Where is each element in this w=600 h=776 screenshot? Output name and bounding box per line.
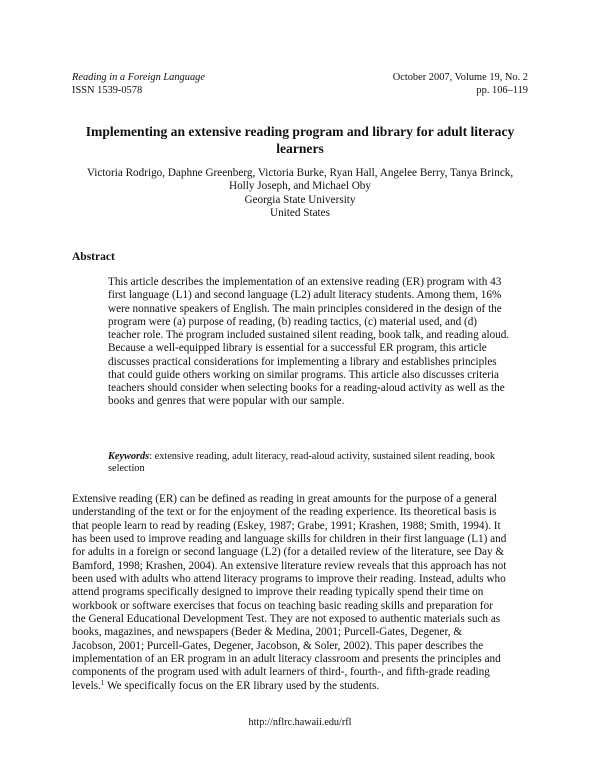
body-line: components of the program used with adult learners of third-, fourth-, and fifth-grade reading <box>72 666 490 679</box>
article-title <box>72 124 528 157</box>
authors-line: Victoria Rodrigo, Daphne Greenberg, Victoria Burke, Ryan Hall, Angelee Berry, Tanya Brinck, <box>86 167 514 179</box>
body-line: has been used to improve reading and language skills for children in their first language (L1) and <box>72 533 507 546</box>
body-line: understanding of the text or for the enjoyment of the reading experience. Its theoretical basis is <box>72 506 497 519</box>
authors-line: Holly Joseph, and Michael Oby <box>229 180 371 193</box>
body-line-last <box>72 680 528 693</box>
body-line: that people learn to read by reading (Eskey, 1987; Grabe, 1991; Krashen, 1988; Smith, 1994). It <box>72 519 501 532</box>
keywords-text-continued: selection <box>108 463 145 475</box>
author-block <box>72 167 528 221</box>
abstract-line: first language (L1) and second language (L2) adult literacy students. Among them, 16% <box>108 289 502 302</box>
title-line: Implementing an extensive reading program and library for adult literacy <box>85 124 515 139</box>
body-line: Jacobson, 2001; Purcell-Gates, Degener, Jacobson, & Soler, 2002). This paper describes the <box>72 639 484 652</box>
abstract-body <box>108 276 548 409</box>
body-line: for adults in a foreign or second language (L2) (for a detailed review of the literature, see Day & <box>72 546 505 559</box>
abstract-line: teachers should consider when selecting books for a reading-aloud activity as well as the <box>108 382 505 394</box>
keywords-block <box>108 451 548 476</box>
body-text: We specifically focus on the ER library used by the students. <box>104 679 380 692</box>
abstract-line: were nonnative speakers of English. The main principles considered in the design of the <box>108 302 502 315</box>
country: United States <box>270 207 330 220</box>
affiliation: Georgia State University <box>244 193 356 206</box>
journal-name: Reading in a Foreign Language <box>72 72 205 83</box>
footnote-marker[interactable]: 1 <box>100 678 105 687</box>
abstract-line: Because a well-equipped library is essential for a successful ER program, this article <box>108 342 487 355</box>
body-line: been used with adults who attend literacy programs to improve their reading. Instead, adults who <box>72 573 506 586</box>
running-header-right <box>393 71 528 97</box>
abstract-line: This article describes the implementation of an extensive reading (ER) program with 43 <box>108 276 502 288</box>
page-range: pp. 106–119 <box>476 85 528 97</box>
keywords-text: : extensive reading, adult literacy, read-aloud activity, sustained silent reading, book <box>149 451 495 462</box>
body-line: Extensive reading (ER) can be defined as reading in great amounts for the purpose of a general <box>72 493 497 505</box>
body-line: Bamford, 1998; Krashen, 2004). An extensive literature review reveals that this approach has not <box>72 559 507 572</box>
body-line: implementation of an ER program in an adult literacy classroom and presents the principles and <box>72 653 501 666</box>
issn: ISSN 1539-0578 <box>72 85 143 97</box>
body-line: books, magazines, and newspapers (Beder & Medina, 2001; Purcell-Gates, Degener, & <box>72 626 463 639</box>
abstract-line: discusses practical considerations for implementing a library and establishes principles <box>108 355 497 368</box>
abstract-heading: Abstract <box>72 251 115 263</box>
body-paragraph <box>72 493 528 693</box>
abstract-line: program were (a) purpose of reading, (b) reading tactics, (c) material used, and (d) <box>108 315 478 328</box>
issue-info: October 2007, Volume 19, No. 2 <box>392 72 528 83</box>
title-line: learners <box>276 140 324 156</box>
running-header-left <box>72 71 205 97</box>
body-line: attend programs specifically designed to improve their reading typically spend their time on <box>72 586 484 599</box>
abstract-line: books and genres that were popular with our sample. <box>108 395 345 408</box>
body-text: levels. <box>72 679 101 692</box>
footer-url[interactable]: http://nflrc.hawaii.edu/rfl <box>248 717 352 728</box>
abstract-line: that could guide others working on similar programs. This article also discusses criteria <box>108 368 499 381</box>
abstract-line: teacher role. The program included sustained silent reading, book talk, and reading aloud. <box>108 329 510 341</box>
keywords-label: Keywords <box>108 451 150 462</box>
body-line: the General Educational Development Test. They are not exposed to authentic materials such as <box>72 613 501 626</box>
body-line: workbook or software exercises that focus on teaching basic reading skills and preparation for <box>72 599 493 612</box>
